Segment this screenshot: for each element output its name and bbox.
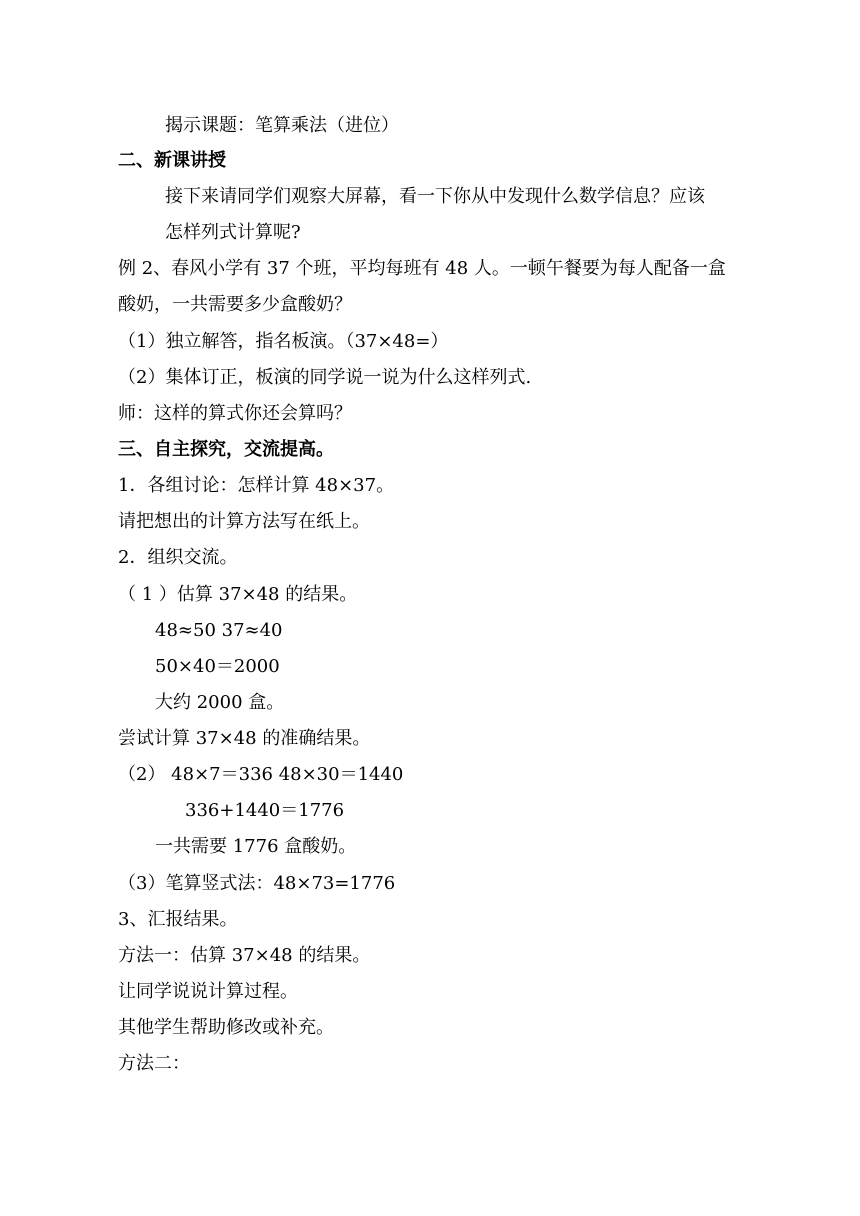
example-line: 例 2、春风小学有 37 个班，平均每班有 48 人。一顿午餐要为每人配备一盒 — [118, 258, 726, 279]
step-line: （2）集体订正，板演的同学说一说为什么这样列式. — [118, 367, 532, 388]
paragraph-line: 尝试计算 37×48 的准确结果。 — [118, 728, 371, 749]
calculation-line: 48≈50 37≈40 — [155, 620, 283, 641]
paragraph-line: 方法一：估算 37×48 的结果。 — [118, 945, 371, 966]
calculation-line: （2） 48×7＝336 48×30＝1440 — [118, 764, 404, 785]
example-line: 酸奶，一共需要多少盒酸奶？ — [118, 294, 352, 315]
calculation-line: 50×40＝2000 — [155, 656, 280, 677]
paragraph-line: 方法二： — [118, 1053, 190, 1074]
calculation-line: 336+1440＝1776 — [185, 800, 345, 821]
paragraph-line: 请把想出的计算方法写在纸上。 — [118, 511, 370, 532]
paragraph-line: 其他学生帮助修改或补充。 — [118, 1017, 334, 1038]
calculation-line: 一共需要 1776 盒酸奶。 — [155, 836, 357, 857]
paragraph-line: 3、汇报结果。 — [118, 909, 238, 930]
step-line: （ 1 ）估算 37×48 的结果。 — [118, 584, 358, 605]
paragraph-line: 让同学说说计算过程。 — [118, 981, 298, 1002]
paragraph-line: 2．组织交流。 — [118, 547, 238, 568]
paragraph-line: 1．各组讨论：怎样计算 48×37。 — [118, 475, 395, 496]
step-line: （3）笔算竖式法：48×73=1776 — [118, 873, 396, 894]
topic-line: 揭示课题：笔算乘法（进位） — [165, 115, 399, 136]
paragraph-line: 怎样列式计算呢? — [165, 222, 301, 243]
section-heading-explore: 三、自主探究，交流提高。 — [118, 439, 334, 460]
paragraph-line: 接下来请同学们观察大屏幕，看一下你从中发现什么数学信息？应该 — [165, 186, 705, 207]
section-heading-new-lesson: 二、新课讲授 — [118, 150, 226, 171]
calculation-line: 大约 2000 盒。 — [155, 692, 285, 713]
teacher-question-line: 师：这样的算式你还会算吗？ — [118, 403, 352, 424]
step-line: （1）独立解答，指名板演。（37×48=） — [118, 331, 449, 352]
